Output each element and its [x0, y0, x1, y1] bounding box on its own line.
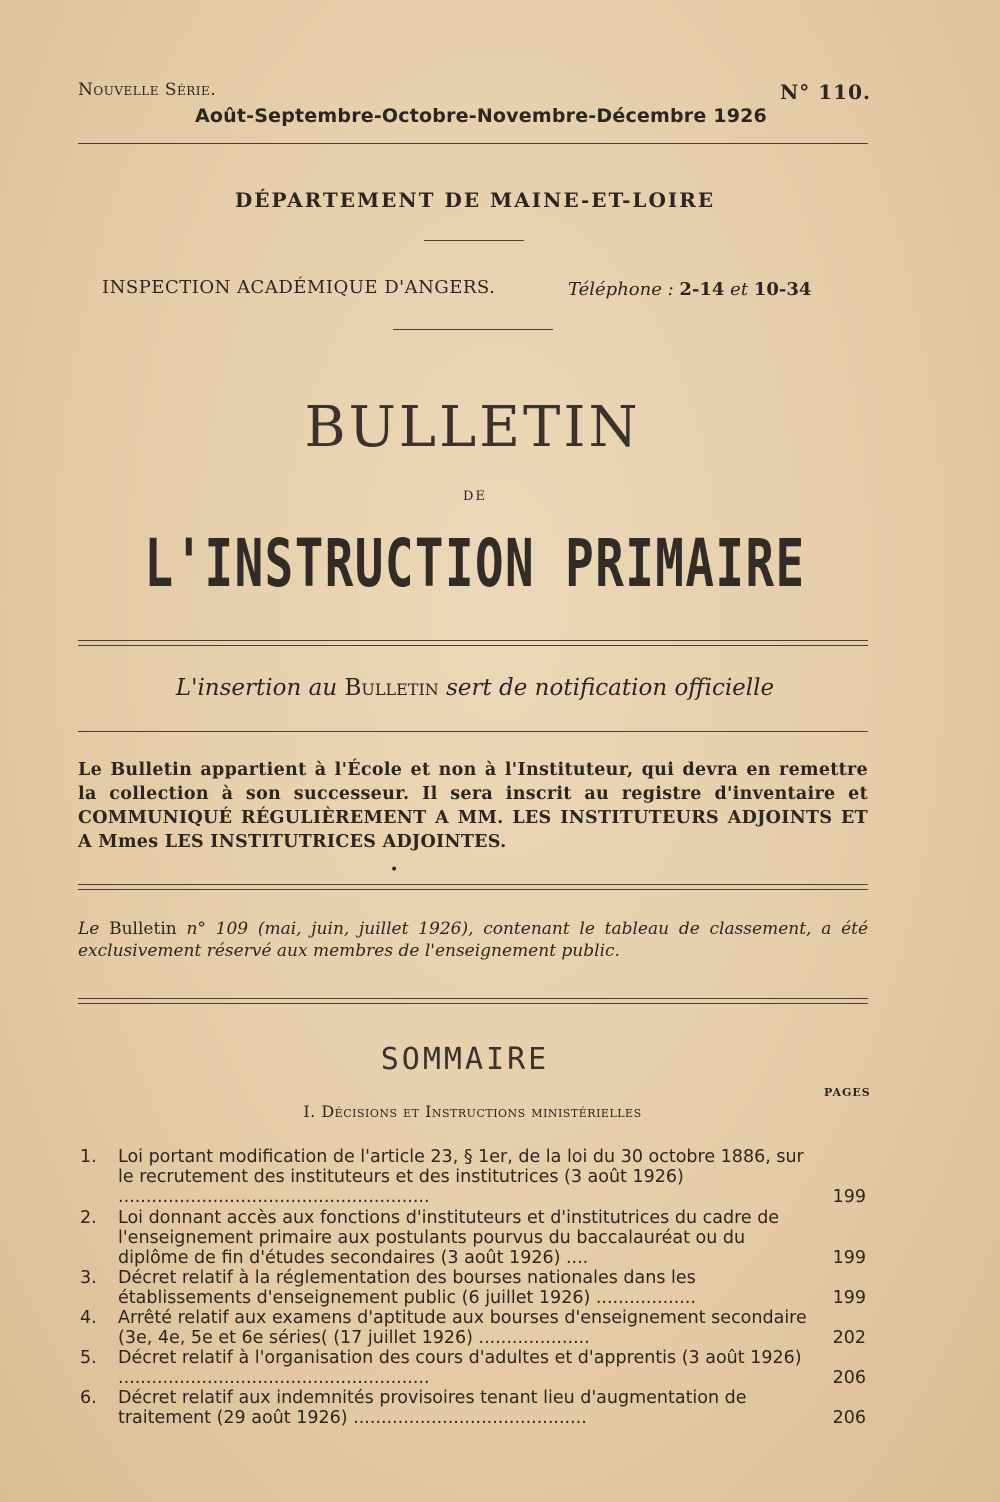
toc-item-text: Loi donnant accès aux fonctions d'instituteurs et d'institutrices du cadre de l'enseignement primaire aux postulants pourvus du baccalauréat ou du diplôme de fin d'études secondaires (3 août 1926) .... [118, 1208, 780, 1268]
telephone-number-2: 10-34 [753, 279, 812, 300]
toc-item-number: 1. [80, 1147, 97, 1167]
inspection-heading: INSPECTION ACADÉMIQUE D'ANGERS. [102, 277, 496, 298]
telephone-number-1: 2-14 [679, 279, 725, 300]
toc-item [80, 1388, 866, 1428]
toc-item-text: Loi portant modification de l'article 23, § 1er, de la loi du 30 octobre 1886, sur le recrutement des instituteurs et des institutrices (3 août 1926) ........................................................ [118, 1147, 804, 1207]
toc-item-number: 5. [80, 1348, 97, 1368]
department-heading: DÉPARTEMENT DE MAINE-ET-LOIRE [234, 188, 716, 212]
note-part1: Le [78, 919, 100, 939]
toc-item-number: 2. [80, 1208, 97, 1228]
toc-item-text: Décret relatif aux indemnités provisoires tenant lieu d'augmentation de traitement (29 août 1926) .......................................... [118, 1388, 747, 1428]
toc-item-number: 4. [80, 1308, 97, 1328]
note-bulletin: Bulletin [109, 919, 177, 939]
double-rule [78, 884, 868, 890]
double-rule [78, 640, 868, 646]
toc-item-page: 206 [832, 1408, 866, 1428]
toc-item-page: 199 [832, 1187, 866, 1207]
insertion-part1: L'insertion au [175, 675, 338, 701]
series-label: Nouvelle Série. [78, 80, 217, 100]
insertion-part2: sert de notification officielle [446, 675, 775, 701]
short-rule [393, 329, 553, 330]
short-rule [424, 240, 524, 241]
telephone-and: et [730, 279, 749, 300]
toc-item-page: 199 [832, 1248, 866, 1268]
toc-item [80, 1308, 866, 1348]
toc-item-page: 202 [832, 1328, 866, 1348]
title-bulletin: BULLETIN [304, 395, 641, 460]
toc-item-text: Décret relatif à la réglementation des bourses nationales dans les établissements d'enseignement public (6 juillet 1926) .................. [118, 1268, 696, 1308]
bulletin-109-note [78, 918, 868, 962]
telephone-label: Téléphone : [568, 279, 674, 300]
toc-item-number: 6. [80, 1388, 97, 1408]
insertion-notice [0, 675, 950, 701]
pages-label: PAGES [824, 1086, 871, 1099]
toc-item [80, 1147, 866, 1207]
note-part2: n° 109 (mai, juin, juillet 1926), contenant le tableau de classement, a été exclusivement réservé aux membres de l'enseignement public. [78, 919, 869, 961]
sommaire-title: SOMMAIRE [380, 1042, 550, 1077]
toc-item-text: Décret relatif à l'organisation des cours d'adultes et d'apprentis (3 août 1926) ........................................................ [118, 1348, 802, 1388]
issue-period: Août-Septembre-Octobre-Novembre-Décembre 1926 [195, 105, 767, 127]
issue-number: N° 110. [780, 80, 871, 104]
telephone-line [568, 279, 811, 300]
toc-item [80, 1348, 866, 1388]
toc-item-page: 206 [832, 1368, 866, 1388]
double-rule [78, 998, 868, 1004]
toc-item [80, 1268, 866, 1308]
toc-item [80, 1208, 866, 1268]
header-rule [78, 143, 868, 144]
insertion-bulletin: Bulletin [344, 675, 439, 701]
toc-item-page: 199 [832, 1288, 866, 1308]
toc-item-text: Arrêté relatif aux examens d'aptitude aux bourses d'enseignement secondaire (3e, 4e, 5e et 6e séries( (17 juillet 1926) .................... [118, 1308, 807, 1348]
ornament-dot: • [390, 862, 399, 878]
title-de: DE [463, 489, 487, 504]
title-instruction-primaire: L'INSTRUCTION PRIMAIRE [144, 525, 806, 602]
section-heading: I. Décisions et Instructions ministérielles [303, 1102, 642, 1121]
ownership-notice: Le Bulletin appartient à l'École et non à l'Instituteur, qui devra en remettre la collection à son successeur. Il sera inscrit au registre d'inventaire et COMMUNIQUÉ RÉGULIÈREMENT A MM. LES INSTITUTEURS ADJOINTS ET A Mmes LES INSTITUTRICES ADJOINTES. [78, 760, 868, 852]
rule [78, 731, 868, 732]
toc-item-number: 3. [80, 1268, 97, 1288]
